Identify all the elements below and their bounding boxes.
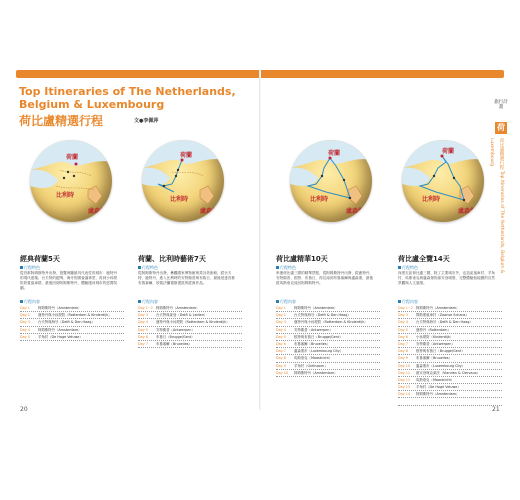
day-text: 鹿特丹（Rotterdam） bbox=[416, 327, 451, 332]
day-label: Day 7 bbox=[276, 349, 286, 354]
day-text: 布魯塞爾（Bruxelles） bbox=[156, 341, 192, 346]
features-text: 串連荷比盧三國的精華景點，從阿姆斯特丹出發，經鹿特丹、安特衛普、根特、布魯日，再往南到布魯塞爾與盧森堡，最後經馬斯垂克返回阿姆斯特丹。 bbox=[276, 271, 374, 285]
day-row bbox=[20, 305, 124, 312]
day-label: Day 4 bbox=[398, 320, 408, 325]
day-label: Day 4 bbox=[20, 327, 30, 332]
day-text: 阿姆斯特丹（Amsterdam） bbox=[156, 306, 200, 310]
day-text: 安特衛普（Antwerpen） bbox=[156, 327, 195, 332]
day-row bbox=[398, 341, 502, 348]
day-label: Day 13 bbox=[398, 385, 411, 390]
day-label: Day 4 bbox=[276, 327, 286, 332]
page-number-left: 20 bbox=[20, 406, 28, 413]
day-text: 阿姆斯特丹（Amsterdam） bbox=[416, 392, 460, 397]
title-english: Top Itineraries of The Netherlands, Belgium & Luxembourg bbox=[19, 85, 236, 111]
day-text: 根特與布魯日（Brugge/Gent） bbox=[416, 349, 465, 354]
day-label: Day 7 bbox=[398, 341, 408, 346]
map-globe-2 bbox=[142, 140, 224, 222]
day-text: 鹿特丹與小孩堤防（Rotterdam & Kinderdijk） bbox=[38, 313, 112, 318]
day-text: 阿姆斯特丹（Amsterdam） bbox=[416, 306, 460, 310]
globe-label-belgium: 比利時 bbox=[422, 196, 441, 203]
day-label: Day 3 bbox=[398, 313, 408, 318]
day-label: Day 1 bbox=[20, 306, 30, 310]
day-row bbox=[398, 377, 502, 384]
itinerary-column-4 bbox=[398, 254, 498, 404]
day-row bbox=[276, 305, 380, 312]
day-text: 羊角村（De Hoge Veluwe） bbox=[416, 385, 461, 390]
globe-label-netherlands: 荷蘭 bbox=[328, 150, 341, 157]
day-text: 盧森堡市（Luxembourg City） bbox=[294, 349, 344, 354]
day-row bbox=[20, 319, 124, 326]
day-text: 布魯塞爾（Bruxelles） bbox=[294, 341, 330, 346]
day-row bbox=[398, 334, 502, 341]
globe-label-belgium: 比利時 bbox=[310, 196, 329, 203]
day-row bbox=[276, 327, 380, 334]
itinerary-title: 經典荷蘭5天 bbox=[20, 255, 60, 263]
itinerary-column-2 bbox=[138, 254, 238, 404]
day-row bbox=[398, 319, 502, 326]
title-chinese: 荷比盧精選行程 bbox=[19, 114, 104, 128]
day-row bbox=[398, 384, 502, 391]
day-row bbox=[138, 334, 242, 341]
day-row bbox=[398, 312, 502, 319]
features-heading: 行程特色 bbox=[20, 265, 40, 271]
map-globe-1 bbox=[30, 140, 112, 222]
day-row bbox=[138, 312, 242, 319]
globe-label-luxembourg: 盧森堡 bbox=[458, 208, 477, 215]
day-label: Day 5 bbox=[398, 327, 408, 332]
day-row bbox=[138, 305, 242, 312]
day-text: 台夫特與海牙（Delft & Den Haag） bbox=[294, 313, 351, 318]
day-text: 鹿特丹與小孩堤防（Rotterdam & Kinderdijk） bbox=[294, 320, 368, 325]
day-row bbox=[276, 355, 380, 362]
globe-label-luxembourg: 盧森堡 bbox=[346, 208, 365, 215]
day-text: 贊斯堡風車村（Zaanse Schans） bbox=[416, 313, 469, 318]
page-gutter bbox=[259, 70, 261, 410]
day-text: 維安登與克萊沃（Vianden & Clervaux） bbox=[416, 370, 481, 375]
features-heading: 行程特色 bbox=[276, 265, 296, 271]
day-text: 阿姆斯特丹（Amsterdam） bbox=[294, 370, 338, 375]
day-text: 台夫特與萊登（Delft & Leiden） bbox=[156, 313, 208, 318]
day-row bbox=[398, 363, 502, 370]
day-row bbox=[276, 334, 380, 341]
itinerary-column-1 bbox=[20, 254, 120, 404]
day-label: Day 9 bbox=[398, 356, 408, 361]
day-list bbox=[276, 305, 380, 377]
day-row bbox=[276, 348, 380, 355]
day-row bbox=[138, 327, 242, 334]
features-text: 從阿姆斯特丹出發，參觀國家博物館與梵谷美術館，經台夫特、鹿特丹，進入比利時的安特衛普與布魯日，最後抵達首都布魯塞爾，欣賞法蘭德斯畫派的經典作品。 bbox=[138, 271, 236, 285]
itinerary-column-3 bbox=[276, 254, 376, 404]
day-row bbox=[276, 370, 380, 377]
features-text: 深度走訪荷比盧三國，除了主要城市外，也造訪風車村、羊角村、馬斯垂克與盧森堡的維安登城堡，完整體驗低地國的自然景觀與人文風情。 bbox=[398, 271, 496, 285]
day-label: Day 5 bbox=[138, 327, 148, 332]
day-row bbox=[398, 355, 502, 362]
day-row bbox=[276, 363, 380, 370]
days-heading: 行程內容 bbox=[20, 299, 40, 305]
day-label: Day 6 bbox=[276, 341, 286, 346]
day-label: Day 3 bbox=[276, 320, 286, 325]
day-row bbox=[276, 319, 380, 326]
day-row bbox=[398, 305, 502, 312]
itinerary-title: 荷比盧全覽14天 bbox=[398, 255, 450, 263]
map-globe-4 bbox=[402, 140, 484, 222]
globe-label-netherlands: 荷蘭 bbox=[66, 154, 79, 161]
globe-label-luxembourg: 盧森堡 bbox=[200, 208, 219, 215]
day-row bbox=[20, 327, 124, 334]
byline: 文●李佩萍 bbox=[134, 118, 159, 124]
day-text: 小孩堤防（Kinderdijk） bbox=[416, 334, 454, 339]
day-label: Day 3 bbox=[138, 313, 148, 318]
globe-label-luxembourg: 盧森堡 bbox=[88, 208, 107, 215]
day-text: 安特衛普（Antwerpen） bbox=[416, 341, 455, 346]
itinerary-title: 荷比盧精華10天 bbox=[276, 255, 328, 263]
days-heading: 行程內容 bbox=[276, 299, 296, 305]
day-text: 阿姆斯特丹（Amsterdam） bbox=[38, 306, 82, 310]
day-text: 根特與布魯日（Brugge/Gent） bbox=[294, 334, 343, 339]
day-row bbox=[276, 312, 380, 319]
day-text: 安特衛普（Antwerpen） bbox=[294, 327, 333, 332]
days-heading: 行程內容 bbox=[398, 299, 418, 305]
features-heading: 行程特色 bbox=[398, 265, 418, 271]
globe-label-netherlands: 荷蘭 bbox=[180, 152, 193, 159]
day-row bbox=[138, 341, 242, 348]
day-label: Day 8 bbox=[276, 356, 286, 361]
itinerary-title: 荷蘭、比利時藝術7天 bbox=[138, 255, 206, 263]
day-label: Day 7 bbox=[138, 341, 148, 346]
day-label: Day 14 bbox=[398, 392, 411, 397]
side-tab-block: 荷 bbox=[497, 123, 505, 132]
features-heading: 行程特色 bbox=[138, 265, 158, 271]
day-row bbox=[20, 334, 124, 341]
day-label: Day 6 bbox=[138, 334, 148, 339]
day-text: 羊角村（Giethoorn） bbox=[294, 363, 328, 368]
globe-label-netherlands: 荷蘭 bbox=[442, 148, 455, 155]
days-heading: 行程內容 bbox=[138, 299, 158, 305]
day-label: Day 1 bbox=[276, 306, 286, 310]
day-row bbox=[398, 398, 502, 405]
map-globe-3 bbox=[290, 140, 372, 222]
day-label: Day 5 bbox=[276, 334, 286, 339]
day-text: 台夫特與海牙（Delft & Den Haag） bbox=[416, 320, 473, 325]
day-text: 馬斯垂克（Maastricht） bbox=[416, 377, 455, 382]
day-label: Day 12 bbox=[398, 377, 411, 382]
day-row bbox=[20, 312, 124, 319]
day-text: 鹿特丹與小孩堤防（Rotterdam & Kinderdijk） bbox=[156, 320, 230, 325]
day-text: 布魯塞爾（Bruxelles） bbox=[416, 356, 452, 361]
side-tab-label: 旅行計畫 bbox=[494, 100, 508, 110]
day-text: 台夫特與海牙（Delft & Den Haag） bbox=[38, 320, 95, 325]
day-label: Day 1~2 bbox=[398, 306, 413, 310]
day-label: Day 2 bbox=[20, 313, 30, 318]
day-label: Day 5 bbox=[20, 334, 30, 339]
day-text: 馬斯垂克（Maastricht） bbox=[294, 356, 333, 361]
day-list bbox=[138, 305, 242, 348]
features-text: 從首都阿姆斯特丹出發，遊覽荷蘭最具代表性的城市：鹿特丹的現代建築、台夫特的藍陶、海牙的國會議事堂，再到小孩堤防欣賞風車群，最後回到阿姆斯特丹，體驗運河城市的悠閒氛圍。 bbox=[20, 271, 118, 290]
day-label: Day 9 bbox=[276, 363, 286, 368]
day-label: Day 11 bbox=[398, 370, 411, 375]
day-label: Day 1~2 bbox=[138, 306, 153, 310]
day-row bbox=[398, 391, 502, 398]
side-tab-vertical-text: 荷比盧精選行程 Top Itineraries of The Netherlands, Belgium & Luxembourg bbox=[489, 138, 504, 274]
day-label: Day 2 bbox=[276, 313, 286, 318]
day-list bbox=[398, 305, 502, 406]
day-text: 阿姆斯特丹（Amsterdam） bbox=[38, 327, 82, 332]
day-text: 羊角村（De Hoge Veluwe） bbox=[38, 334, 83, 339]
day-list bbox=[20, 305, 124, 341]
globe-label-belgium: 比利時 bbox=[56, 192, 75, 199]
day-row bbox=[398, 370, 502, 377]
day-text: 阿姆斯特丹（Amsterdam） bbox=[294, 306, 338, 310]
day-row bbox=[398, 348, 502, 355]
day-label: Day 8 bbox=[398, 349, 408, 354]
day-label: Day 10 bbox=[398, 363, 411, 368]
day-text: 布魯日（Brugge/Gent） bbox=[156, 334, 195, 339]
day-text: 盧森堡市（Luxembourg City） bbox=[416, 363, 466, 368]
day-label: Day 6 bbox=[398, 334, 408, 339]
day-label: Day 10 bbox=[276, 370, 289, 375]
day-row bbox=[276, 341, 380, 348]
day-label: Day 4 bbox=[138, 320, 148, 325]
page-number-right: 21 bbox=[492, 406, 500, 413]
day-row bbox=[398, 327, 502, 334]
day-label: Day 3 bbox=[20, 320, 30, 325]
day-row bbox=[138, 319, 242, 326]
globe-label-belgium: 比利時 bbox=[170, 196, 189, 203]
